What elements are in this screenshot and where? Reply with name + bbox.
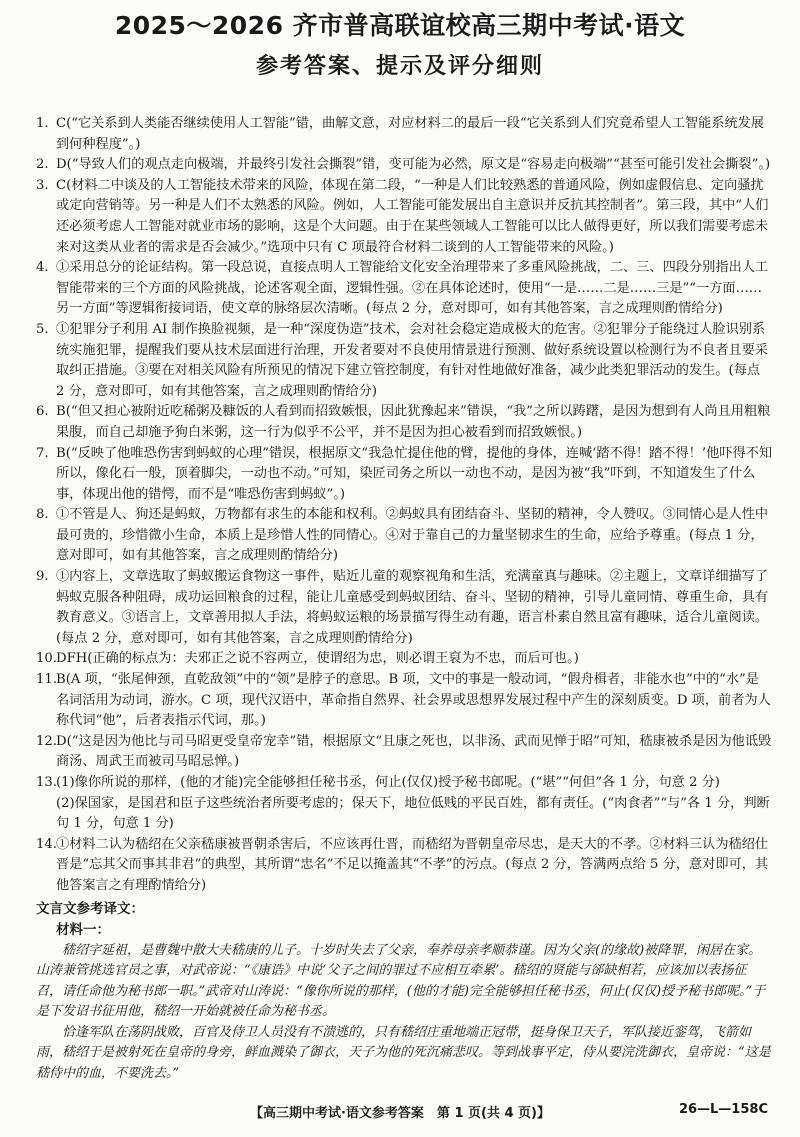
answer-number: 10. xyxy=(36,651,57,667)
answer-number: 13. xyxy=(36,775,57,790)
answer-item xyxy=(36,444,772,506)
answer-item xyxy=(36,320,772,402)
answer-item xyxy=(36,155,772,176)
footer-page-info: 【高三期中考试·语文参考答案 第 1 页(共 4 页)】 xyxy=(249,1106,551,1121)
answer-item xyxy=(36,114,772,155)
translation-material-label: 材料一： xyxy=(56,921,110,938)
footer-code: 26—L—158C xyxy=(678,1102,768,1117)
answer-list xyxy=(36,114,772,1084)
answer-text: B(“反映了他唯恐伤害到蚂蚁的心理”错误，根据原文“我急忙提住他的臂，提他的身体，连喊‘踏不得！踏不得！’他吓得不知所以，像化石一般，顶着脚尖，一动也不动。”可知，染匠司务之所以一动也不动，是因为被“我”吓到，不知道发生了什么事，体现出他的错愕，而不是“唯恐伤害到蚂蚁”。) xyxy=(56,445,773,502)
answer-text: B(A 项，“张尾伸颈，直乾敌领”中的“领”是脖子的意思。B 项，文中的事是一般动词，“假舟楫者，非能水也”中的“水”是名词活用为动词，游水。C 项，现代汉语中，革命指自然界、社会界或思想界发展过程中产生的深刻质变。D 项，前者为人称代词“他”，后者表指示代词，那。) xyxy=(56,672,771,729)
answer-number: 2. xyxy=(36,157,49,173)
answer-number: 1. xyxy=(36,116,49,131)
page-title: 2025～2026 齐市普高联谊校高三期中考试·语文 xyxy=(114,11,686,40)
answer-number: 8. xyxy=(36,507,49,523)
answer-number: 9. xyxy=(36,569,49,585)
answer-item xyxy=(36,176,772,258)
answer-subitem: (2)保国家，是国君和臣子这些统治者所要考虑的；保天下，地位低贱的平民百姓，都有责任。(“肉食者”“与”各 1 分，判断句 1 分，句意 1 分) xyxy=(56,795,770,832)
translation-paragraph: 嵇绍字延祖，是曹魏中散大夫嵇康的儿子。十岁时失去了父亲，奉养母亲孝顺恭谨。因为父亲(的缘故)被降罪，闲居在家。山涛兼管挑选官员之事，对武帝说：“《康诰》中说‘父子之间的罪过不应相互牵累’。嵇绍的贤能与郤缺相若，应该加以表扬征召，请任命他为秘书郎一职。”武帝对山涛说：“像你所说的那样，(他的才能)完全能够担任秘书丞，何止(仅仅)授予秘书郎呢。”于是下发诏书征用他，嵇绍一开始就被任命为秘书丞。 xyxy=(36,942,766,1020)
answer-item xyxy=(36,835,772,897)
page-footer xyxy=(0,1102,800,1124)
answer-text: ①内容上，文章选取了蚂蚁搬运食物这一事件，贴近儿童的观察视角和生活，充满童真与趣味。②主题上，文章详细描写了蚂蚁克服各种阻碍，成功运回粮食的过程，能让儿童感受到蚂蚁团结、奋斗、坚韧的精神，引导儿童同情、尊重生命，具有教育意义。③语言上，文章善用拟人手法，将蚂蚁运粮的场景描写得生动有趣，语言朴素自然且富有趣味，适合儿童阅读。(每点 2 分，意对即可，如有其他答案，言之成理则酌情给分) xyxy=(56,569,769,646)
answer-number: 7. xyxy=(36,445,49,461)
answer-number: 3. xyxy=(36,177,49,193)
answer-item xyxy=(36,670,772,732)
answer-subitem: (1)像你所说的那样，(他的才能)完全能够担任秘书丞，何止(仅仅)授予秘书郎呢。(“堪”“何但”各 1 分，句意 2 分) xyxy=(56,775,720,790)
translation-paragraph: 恰逢军队在荡阴战败，百官及侍卫人员没有不溃逃的，只有嵇绍庄重地端正冠带，挺身保卫天子，军队接近銮驾，飞箭如雨，嵇绍于是被射死在皇帝的身旁，鲜血溅染了御衣，天子为他的死沉痛悲叹。等到战事平定，侍从要浣洗御衣，皇帝说：“这是嵇侍中的血，不要洗去。” xyxy=(36,1024,771,1081)
translation-heading: 文言文参考译文： xyxy=(36,900,144,917)
answer-number: 6. xyxy=(36,404,49,420)
answer-text: ①材料二认为嵇绍在父亲嵇康被晋朝杀害后，不应该再仕晋，而嵇绍为晋朝皇帝尽忠，是天大的不孝。②材料三认为嵇绍仕晋是“忘其父而事其非君”的典型，其所谓“忠名”不足以掩盖其“不孝”的污点。(每点 2 分，答满两点给 5 分，意对即可，其他答案言之有理酌情给分) xyxy=(56,836,769,893)
answer-item xyxy=(36,732,772,773)
answer-text: ①采用总分的论证结构。第一段总说，直接点明人工智能给文化安全治理带来了多重风险挑战，二、三、四段分别指出人工智能带来的三个方面的风险挑战，论述客观全面，逻辑性强。②在具体论述时，使用“一是……二是……三是”“一方面……另一方面”等逻辑衔接词语，使文章的脉络层次清晰。(每点 2 分，意对即可，如有其他答案，言之成理则酌情给分) xyxy=(56,260,769,317)
answer-item xyxy=(36,649,772,670)
answer-item xyxy=(36,773,772,835)
answer-text: ①犯罪分子利用 AI 制作换脸视频，是一种“深度伪造”技术，会对社会稳定造成极大的危害。②犯罪分子能绕过人脸识别系统实施犯罪，提醒我们要从技术层面进行治理，开发者要对不良使用情景进行预测、做好系统设置以检测行为不良者且要采取纠正措施。③要在对相关风险有所预见的情况下建立管控制度，有针对性地做好准备，减少此类犯罪活动的发生。(每点 2 分，意对即可，如有其他答案，言之成理则酌情给分) xyxy=(56,321,769,399)
answer-number: 14. xyxy=(36,836,57,852)
answer-item xyxy=(36,505,772,567)
answer-text: C(材料二中谈及的人工智能技术带来的风险，体现在第二段，“一种是人们比较熟悉的普通风险，例如虚假信息、定向骚扰或定向营销等。另一种是人们不太熟悉的风险。例如，人工智能可能发展出自主意识并反抗其控制者”。第三段，其中“人们还必须考虑人工智能对就业市场的影响，这是个大问题。由于在某些领域人工智能可以比人做得更好，所以我们需要考虑未来对这类从业者的需求是否会减少。”选项中只有 C 项最符合材料二谈到的人工智能带来的风险。) xyxy=(56,177,769,255)
answer-text: B(“但又担心被附近吃稀粥及糠饭的人看到而招致嫉恨，因此犹豫起来”错误，“我”之所以踌躇，是因为想到有人尚且用粗粮果腹，而自己却施予狗白米粥，这一行为似乎不公平，并不是因为担心被看到而招致嫉恨。) xyxy=(56,404,771,440)
answer-text: D(“这是因为他比与司马昭更受皇帝宠幸”错，根据原文“且康之死也，以非汤、武而见惮于昭”可知，嵇康被杀是因为他诋毁商汤、周武王而被司马昭忌惮。) xyxy=(56,733,772,770)
answer-item xyxy=(36,258,772,320)
page-subtitle: 参考答案、提示及评分细则 xyxy=(255,54,544,79)
answer-item xyxy=(36,567,772,649)
answer-number: 5. xyxy=(36,321,49,337)
answer-text: D(“导致人们的观点走向极端，并最终引发社会撕裂”错，变可能为必然，原文是“容易走向极端”“甚至可能引发社会撕裂”。) xyxy=(56,157,771,173)
answer-number: 11. xyxy=(36,672,57,688)
answer-text: C(“它关系到人类能否继续使用人工智能”错，曲解文意，对应材料二的最后一段“它关系到人们究竟希望人工智能系统发展到何种程度”。) xyxy=(56,116,765,152)
answer-text: DFH(正确的标点为：夫邪正之说不容两立，使谓绍为忠，则必谓王裒为不忠，而后可也。) xyxy=(56,651,579,667)
answer-item xyxy=(36,402,772,443)
answer-number: 12. xyxy=(36,733,57,749)
answer-text: ①不管是人、狗还是蚂蚁，万物都有求生的本能和权利。②蚂蚁具有团结奋斗、坚韧的精神，令人赞叹。③同情心是人性中最可贵的，珍惜微小生命，本质上是珍惜人性的同情心。④对于靠自己的力量坚韧求生的生命，应给予尊重。(每点 1 分，意对即可，如有其他答案，言之成理则酌情给分) xyxy=(56,507,769,564)
answer-number: 4. xyxy=(36,260,49,276)
